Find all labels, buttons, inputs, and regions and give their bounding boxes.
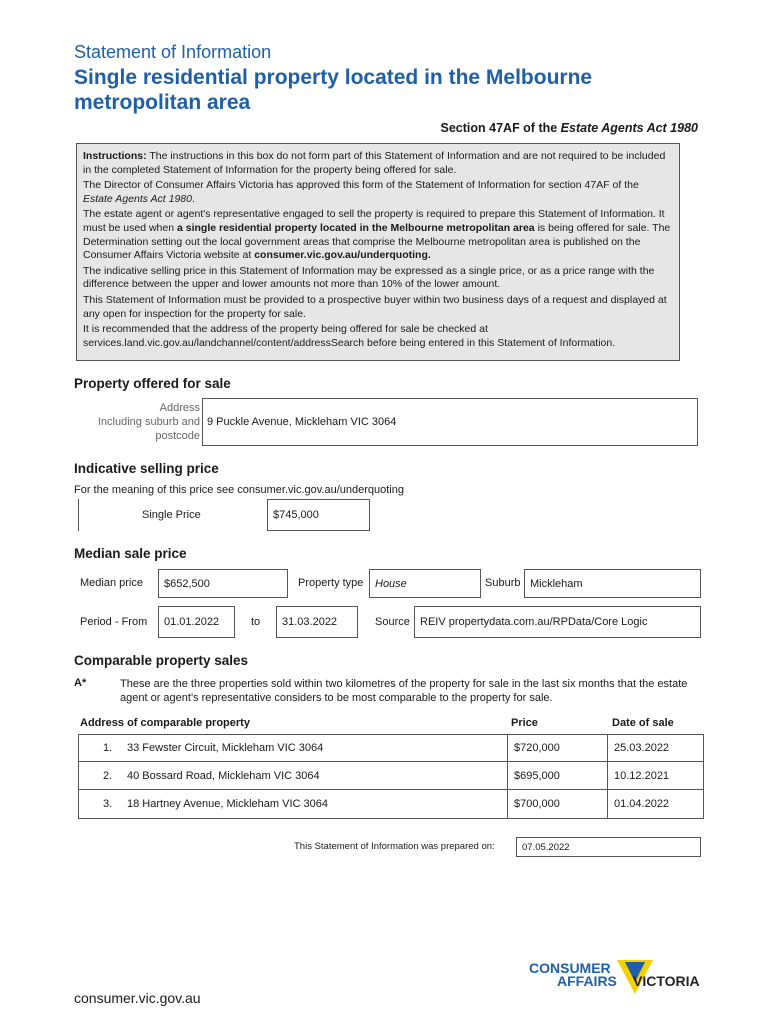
instructions-p6: It is recommended that the address of the property being offered for sale be checked at services.land.vic.gov.au/landchannel/content/addressSearch before being entered in this Statement of Information.: [83, 323, 616, 349]
footer-url[interactable]: consumer.vic.gov.au: [74, 990, 201, 1006]
instructions-p3-b: is being offered for sale. The Determination setting out the local government areas that comprise the Melbourne metropolitan area is published on the Consumer Affairs Victoria website at: [83, 221, 671, 262]
instructions-p4: The indicative selling price in this Statement of Information may be expressed as a single price, or as a price range with the difference between the upper and lower amounts not more than 10% of the lower amount.: [83, 264, 655, 291]
instructions-p3: [83, 208, 671, 262]
comparable-heading: Comparable property sales: [74, 653, 249, 668]
instructions-p1-text: The instructions in this box do not form part of this Statement of Information and are not required to be included in the completed Statement of Information for the property being offered for sale.: [83, 150, 666, 176]
instructions-p2-text: The Director of Consumer Affairs Victoria has approved this form of the Statement of Information for section 47AF of the: [83, 179, 639, 192]
instructions-p2-act: Estate Agents Act 1980: [83, 192, 192, 205]
indicative-divider: [78, 499, 79, 531]
row-price[interactable]: $695,000: [507, 762, 607, 789]
table-row: [78, 762, 704, 790]
property-type-field[interactable]: House: [369, 569, 481, 598]
median-price-label: Median price: [80, 577, 143, 589]
address-label-line1: Address: [159, 402, 200, 414]
logo-consumer: CONSUMER: [529, 960, 611, 976]
logo-affairs: AFFAIRS: [557, 973, 617, 989]
row-number: 1.: [103, 742, 113, 754]
address-label-line3: postcode: [155, 430, 200, 442]
row-date[interactable]: 25.03.2022: [607, 735, 704, 761]
instructions-p1: [83, 150, 671, 177]
row-date[interactable]: 10.12.2021: [607, 762, 704, 789]
suburb-label: Suburb: [485, 577, 521, 589]
indicative-note: For the meaning of this price see consumer.vic.gov.au/underquoting: [74, 484, 404, 496]
median-heading: Median sale price: [74, 546, 187, 561]
row-number: 2.: [103, 769, 113, 782]
period-to-field[interactable]: 31.03.2022: [276, 606, 358, 638]
row-price[interactable]: $700,000: [507, 790, 607, 818]
single-price-label: Single Price: [142, 509, 201, 521]
row-address[interactable]: 40 Bossard Road, Mickleham VIC 3064: [127, 769, 320, 782]
address-field[interactable]: 9 Puckle Avenue, Mickleham VIC 3064: [202, 398, 698, 446]
single-price-field[interactable]: $745,000: [267, 499, 370, 531]
consumer-affairs-victoria-logo: [527, 958, 707, 1002]
form-title: Single residential property located in the Melbourne metropolitan area: [74, 66, 593, 114]
section-prefix: Section 47AF of the: [440, 121, 561, 135]
period-from-field[interactable]: 01.01.2022: [158, 606, 235, 638]
col-price-header: Price: [511, 717, 538, 729]
underquoting-link[interactable]: consumer.vic.gov.au/underquoting.: [254, 249, 431, 262]
col-address-header: Address of comparable property: [80, 717, 250, 729]
comparable-description: These are the three properties sold within two kilometres of the property for sale in the last six months that the estate agent or agent's representative considers to be most comparable to the property for sale.: [120, 678, 688, 704]
source-label: Source: [375, 616, 410, 628]
table-row: [78, 790, 704, 819]
row-price[interactable]: $720,000: [507, 735, 607, 761]
section-reference: [441, 121, 698, 135]
indicative-heading: Indicative selling price: [74, 461, 219, 476]
row-address[interactable]: 33 Fewster Circuit, Mickleham VIC 3064: [127, 742, 324, 754]
property-type-label: Property type: [298, 577, 364, 589]
row-address[interactable]: 18 Hartney Avenue, Mickleham VIC 3064: [127, 798, 328, 810]
period-to-label: to: [251, 616, 261, 628]
instructions-p5: This Statement of Information must be provided to a prospective buyer within two business days of a request and displayed at any open for inspection for the property for sale.: [83, 293, 667, 320]
form-subtitle: Statement of Information: [74, 42, 272, 62]
period-from-label: Period - From: [80, 616, 148, 628]
instructions-p3-a: The estate agent or agent's representative engaged to sell the property is required to prepare this Statement of Information. It must be used when: [83, 208, 665, 234]
address-label: [80, 401, 200, 443]
row-date[interactable]: 01.04.2022: [607, 790, 704, 818]
logo-victoria: VICTORIA: [633, 973, 700, 989]
prepared-date-field[interactable]: 07.05.2022: [516, 837, 701, 857]
property-heading: Property offered for sale: [74, 376, 231, 391]
instructions-label: Instructions:: [83, 150, 147, 162]
instructions-p3-bold: a single residential property located in the Melbourne metropolitan area: [176, 221, 535, 234]
source-field[interactable]: REIV propertydata.com.au/RPData/Core Logic: [414, 606, 701, 638]
suburb-field[interactable]: Mickleham: [524, 569, 701, 598]
instructions-box: [76, 143, 680, 361]
instructions-p2-end: .: [191, 192, 195, 205]
prepared-label: This Statement of Information was prepared on:: [294, 841, 495, 852]
comparable-marker: A*: [74, 677, 87, 689]
instructions-p2: [83, 179, 671, 206]
table-row: [78, 734, 704, 762]
section-act: Estate Agents Act 1980: [560, 121, 698, 135]
median-price-field[interactable]: $652,500: [158, 569, 288, 598]
address-label-line2: Including suburb and: [97, 416, 200, 428]
col-date-header: Date of sale: [612, 717, 674, 729]
row-number: 3.: [103, 798, 113, 810]
